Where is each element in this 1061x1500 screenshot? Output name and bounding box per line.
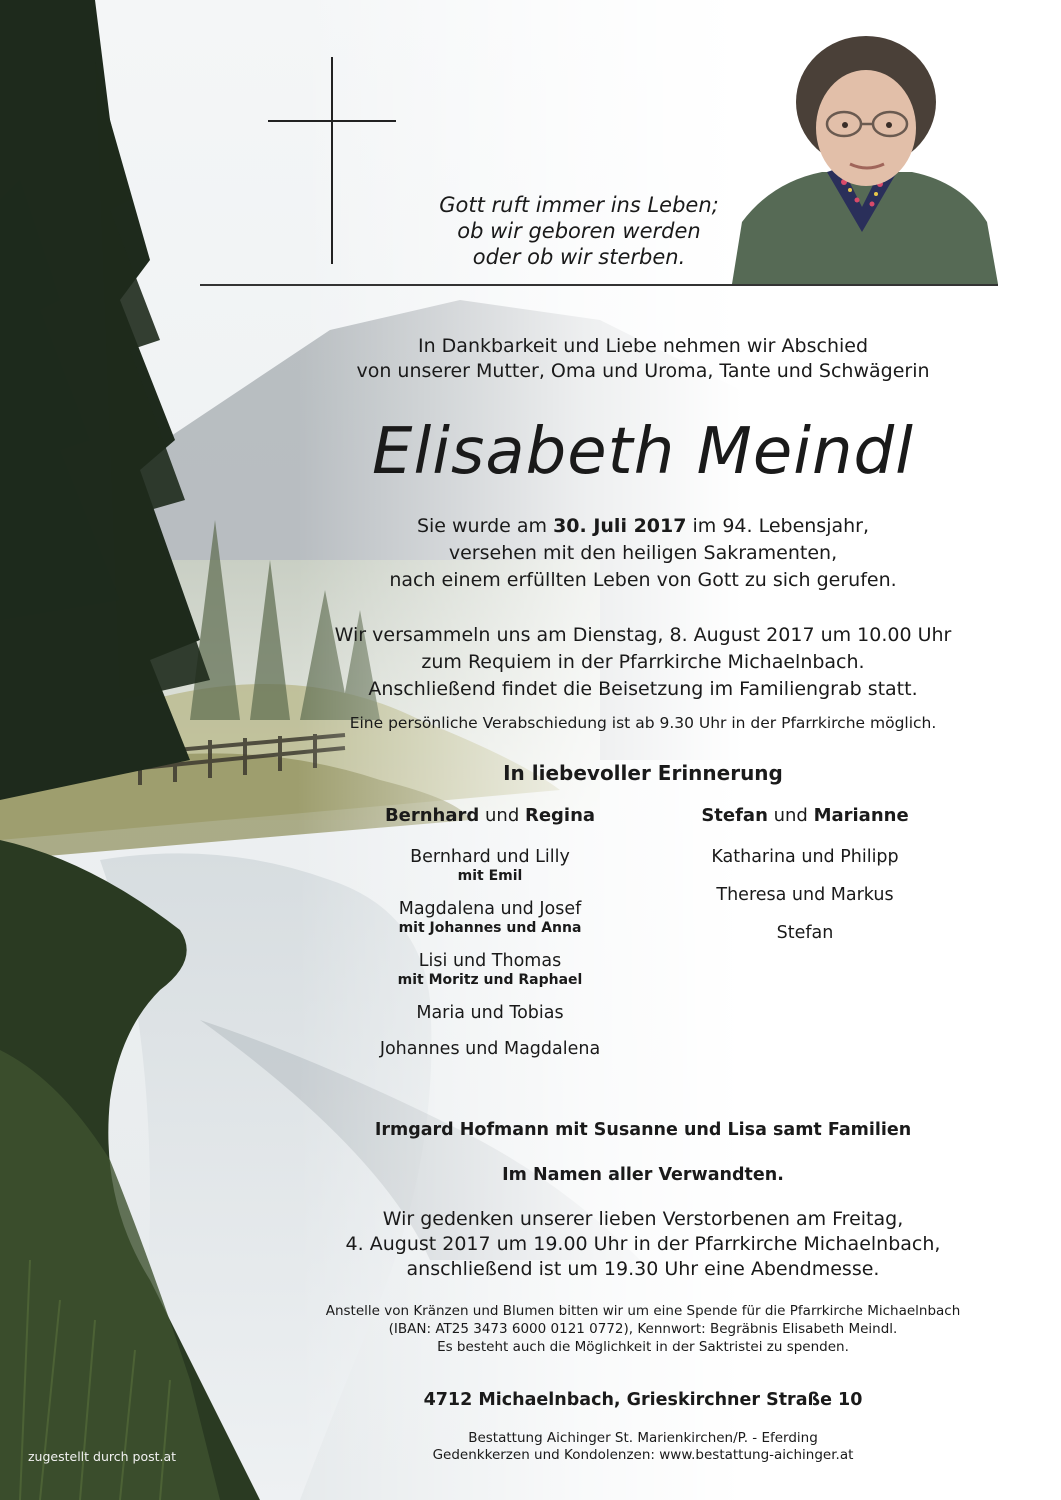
funeral-line: zum Requiem in der Pfarrkirche Michaelnbach. [421, 651, 865, 673]
death-prefix: Sie wurde am [416, 515, 554, 537]
memorial-mass [300, 1207, 986, 1282]
family-head-left [340, 804, 640, 828]
list-item [340, 1038, 640, 1060]
donation-line: Anstelle von Kränzen und Blumen bitten wir um eine Spende für die Pfarrkirche Michaelnbach [325, 1303, 961, 1319]
family-name: Regina [524, 805, 596, 826]
list-item: Katharina und Philipp [711, 847, 899, 867]
intro-line: von unserer Mutter, Oma und Uroma, Tante und Schwägerin [356, 360, 930, 382]
family-name: Stefan [701, 805, 768, 826]
death-line-1 [300, 513, 986, 540]
grandchild-couple: Magdalena und Josef [398, 899, 582, 919]
funeral-line: Anschließend findet die Beisetzung im Familiengrab statt. [368, 678, 918, 700]
motto-line: Gott ruft immer ins Leben; [439, 193, 719, 217]
memorial-line: Wir gedenken unserer lieben Verstorbenen am Freitag, [382, 1208, 904, 1230]
motto-quote [400, 192, 758, 270]
postal-delivery-note: zugestellt durch post.at [28, 1449, 177, 1464]
grandchild-couple: Lisi und Thomas [418, 951, 562, 971]
donation-note [300, 1302, 986, 1356]
death-date: 30. Juli 2017 [553, 515, 687, 537]
undertaker-info [300, 1430, 986, 1464]
death-line-3: nach einem erfüllten Leben von Gott zu sich gerufen. [389, 569, 897, 591]
list-item: Stefan [776, 923, 834, 943]
list-item: Theresa und Markus [716, 885, 894, 905]
family-joiner: und [767, 805, 814, 826]
grandchild-couple: Johannes und Magdalena [379, 1039, 601, 1059]
family-address: 4712 Michaelnbach, Grieskirchner Straße 10 [423, 1390, 863, 1410]
grandchildren-list-left [340, 846, 640, 1060]
list-item [340, 846, 640, 884]
memorial-line: anschließend ist um 19.30 Uhr eine Abendmesse. [406, 1258, 880, 1280]
undertaker-line: Bestattung Aichinger St. Marienkirchen/P. - Eferding [468, 1430, 818, 1446]
motto-line: oder ob wir sterben. [472, 245, 686, 269]
intro-text [300, 334, 986, 384]
grandchild-couple: Bernhard und Lilly [410, 847, 570, 867]
death-announcement [300, 513, 986, 594]
list-item [340, 898, 640, 936]
list-item [340, 950, 640, 988]
grandchild-couple: Maria und Tobias [416, 1003, 564, 1023]
undertaker-line: Gedenkkerzen und Kondolenzen: www.bestattung-aichinger.at [432, 1447, 854, 1463]
header-divider [200, 284, 998, 286]
family-column-right [655, 804, 955, 960]
funeral-line: Wir versammeln uns am Dienstag, 8. August 2017 um 10.00 Uhr [334, 624, 952, 646]
farewell-note: Eine persönliche Verabschiedung ist ab 9.30 Uhr in der Pfarrkirche möglich. [349, 714, 937, 732]
list-item [340, 1002, 640, 1024]
donation-line: Es besteht auch die Möglichkeit in der Saktristei zu spenden. [437, 1339, 849, 1355]
extended-family: Irmgard Hofmann mit Susanne und Lisa samt Familien [374, 1120, 912, 1140]
family-name: Bernhard [384, 805, 480, 826]
motto-line: ob wir geboren werden [457, 219, 701, 243]
funeral-details [300, 622, 986, 703]
great-grandchildren: mit Johannes und Anna [398, 920, 582, 936]
grandchildren-list-right [655, 846, 955, 944]
relatives-note: Im Namen aller Verwandten. [502, 1165, 784, 1185]
memorial-line: 4. August 2017 um 19.00 Uhr in der Pfarrkirche Michaelnbach, [345, 1233, 941, 1255]
donation-line: (IBAN: AT25 3473 6000 0121 0772), Kennwort: Begräbnis Elisabeth Meindl. [388, 1321, 898, 1337]
family-name: Marianne [813, 805, 909, 826]
great-grandchildren: mit Moritz und Raphael [397, 972, 583, 988]
great-grandchildren: mit Emil [457, 868, 523, 884]
family-joiner: und [479, 805, 525, 826]
family-column-left [340, 804, 640, 1074]
deceased-name: Elisabeth Meindl [372, 415, 914, 489]
portrait-photo [732, 32, 998, 284]
death-suffix: im 94. Lebensjahr, [686, 515, 870, 537]
memory-heading: In liebevoller Erinnerung [503, 761, 783, 785]
death-line-2: versehen mit den heiligen Sakramenten, [448, 542, 838, 564]
intro-line: In Dankbarkeit und Liebe nehmen wir Abschied [417, 335, 869, 357]
family-head-right [655, 804, 955, 828]
